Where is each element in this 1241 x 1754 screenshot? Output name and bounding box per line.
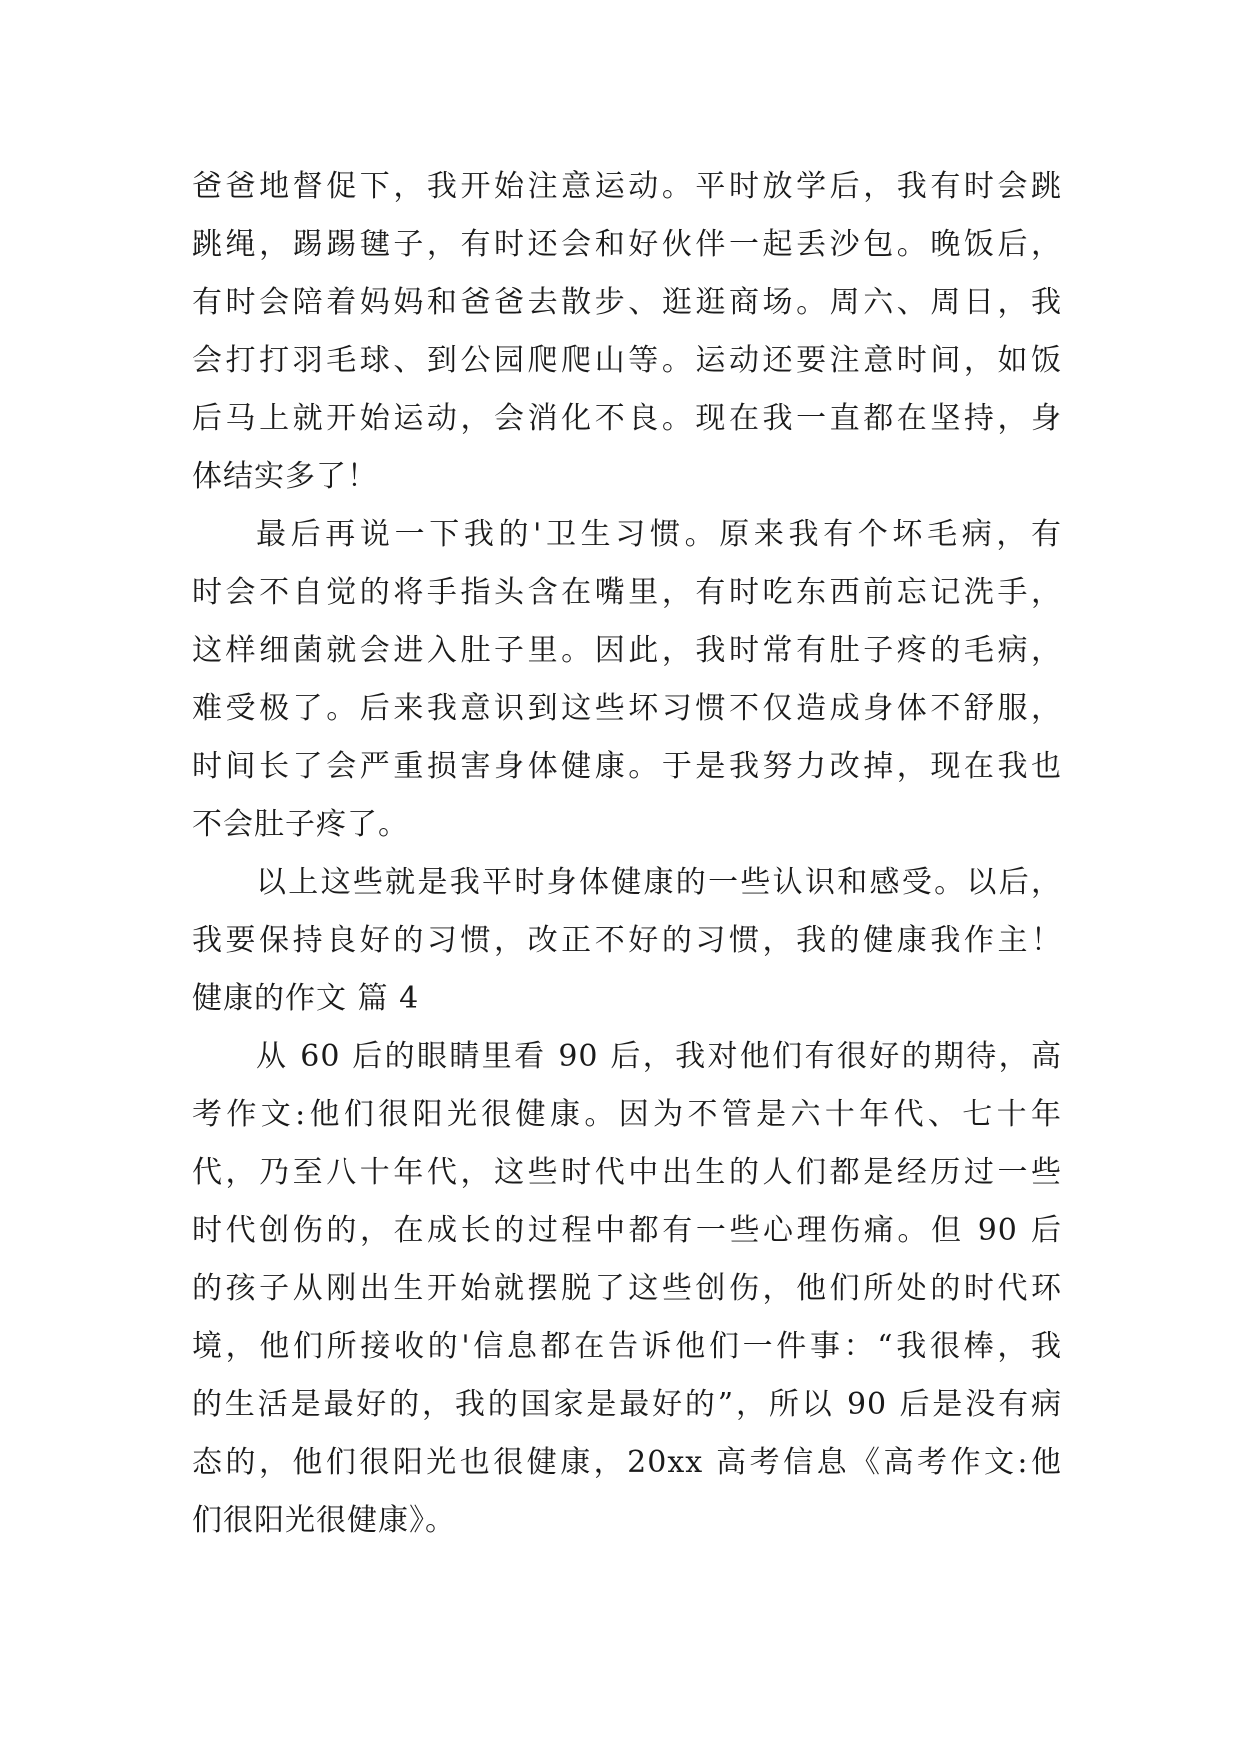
- text-line: 态的，他们很阳光也很健康，20xx 高考信息《高考作文:他: [192, 1445, 1062, 1480]
- text-line: 不会肚子疼了。: [192, 807, 409, 842]
- text-line: 时代创伤的，在成长的过程中都有一些心理伤痛。但 90 后: [192, 1213, 1062, 1248]
- text-line: 时会不自觉的将手指头含在嘴里，有时吃东西前忘记洗手，: [192, 575, 1062, 610]
- text-line: 的生活是最好的，我的国家是最好的”，所以 90 后是没有病: [192, 1387, 1062, 1422]
- text-line: 这样细菌就会进入肚子里。因此，我时常有肚子疼的毛病，: [192, 633, 1062, 668]
- text-line: 最后再说一下我的'卫生习惯。原来我有个坏毛病，有: [256, 517, 1062, 552]
- text-line: 从 60 后的眼睛里看 90 后，我对他们有很好的期待，高: [256, 1039, 1062, 1074]
- text-line: 我要保持良好的习惯，改正不好的习惯，我的健康我作主！: [192, 923, 1062, 958]
- text-line: 难受极了。后来我意识到这些坏习惯不仅造成身体不舒服，: [192, 691, 1062, 726]
- essay-body: [192, 158, 1062, 1550]
- text-line: 以上这些就是我平时身体健康的一些认识和感受。以后，: [256, 865, 1062, 900]
- text-line: 有时会陪着妈妈和爸爸去散步、逛逛商场。周六、周日，我: [192, 285, 1062, 320]
- text-line: 健康的作文 篇 4: [192, 981, 420, 1016]
- text-line: 后马上就开始运动，会消化不良。现在我一直都在坚持，身: [192, 401, 1062, 436]
- text-line: 会打打羽毛球、到公园爬爬山等。运动还要注意时间，如饭: [192, 343, 1062, 378]
- text-line: 跳绳，踢踢毽子，有时还会和好伙伴一起丢沙包。晚饭后，: [192, 227, 1062, 262]
- text-line: 体结实多了！: [192, 459, 378, 494]
- text-line: 爸爸地督促下，我开始注意运动。平时放学后，我有时会跳: [192, 169, 1062, 204]
- text-line: 的孩子从刚出生开始就摆脱了这些创伤，他们所处的时代环: [192, 1271, 1062, 1306]
- text-line: 考作文:他们很阳光很健康。因为不管是六十年代、七十年: [192, 1097, 1062, 1132]
- text-line: 时间长了会严重损害身体健康。于是我努力改掉，现在我也: [192, 749, 1062, 784]
- text-line: 境，他们所接收的'信息都在告诉他们一件事：“我很棒，我: [192, 1329, 1062, 1364]
- text-line: 们很阳光很健康》。: [192, 1503, 456, 1538]
- text-line: 代，乃至八十年代，这些时代中出生的人们都是经历过一些: [192, 1155, 1062, 1190]
